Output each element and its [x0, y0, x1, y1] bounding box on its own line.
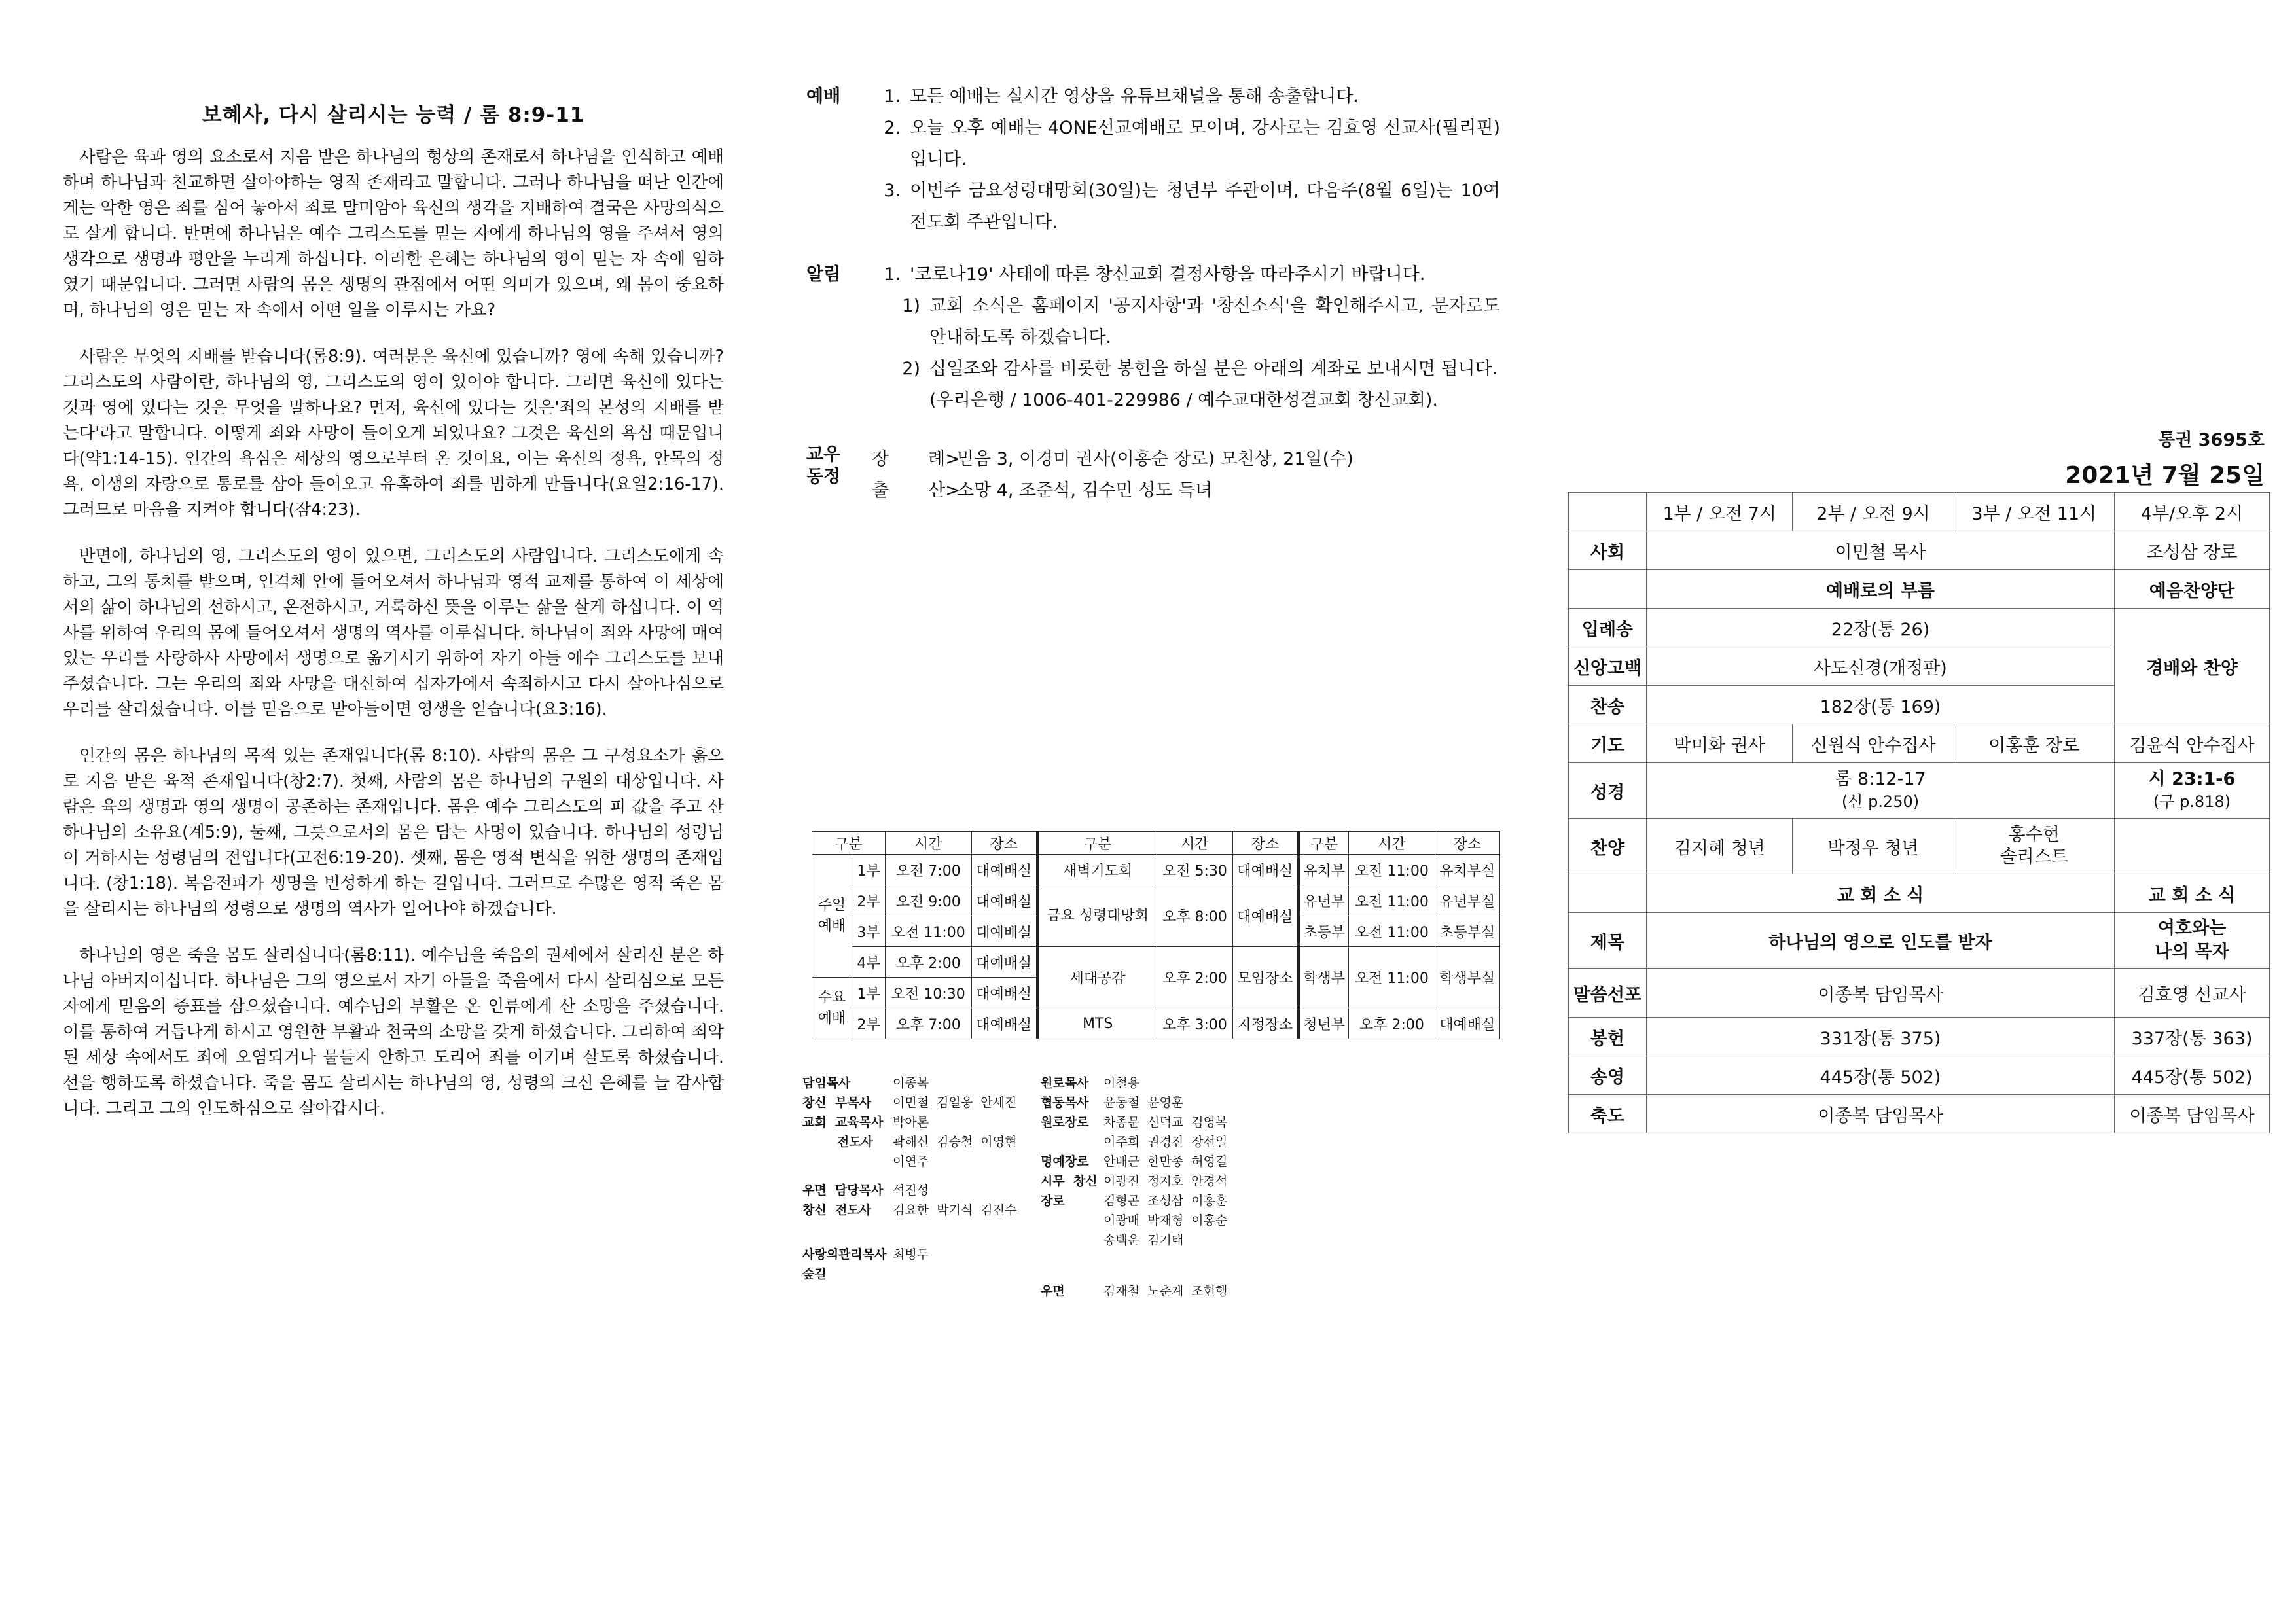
bulletin-date: 2021년 7월 25일 — [2065, 462, 2265, 489]
news-heading: 알림 — [806, 264, 841, 285]
staff-row: 전도사 곽해신 김승철 이영현 — [802, 1135, 1017, 1149]
worship-schedule-table — [812, 831, 1500, 1039]
table-row: 봉헌 331장(통 375) 337장(통 363) — [1569, 1018, 2270, 1056]
table-row: 2부 오전 9:00 대예배실 금요 성령대망회 오후 8:00 대예배실 유년부 오전 11:00 유년부실 — [812, 885, 1500, 916]
table-header: 구분 시간 장소 구분 시간 장소 구분 시간 장소 — [812, 832, 1500, 855]
staff-row: 교회 교육목사 박아론 — [802, 1115, 929, 1130]
table-row: 3부 오전 11:00 대예배실 초등부 오전 11:00 초등부실 — [812, 916, 1500, 947]
staff-row: 이광배 박재형 이홍순 — [1103, 1213, 1228, 1228]
staff-row: 송백운 김기태 — [1103, 1233, 1184, 1247]
staff-row: 장로 김형곤 조성삼 이홍훈 — [1041, 1194, 1228, 1208]
worship-notices — [806, 81, 1500, 238]
table-row: 기도 박미화 권사 신원식 안수집사 이홍훈 장로 김윤식 안수집사 — [1569, 724, 2270, 763]
table-row: 성경 롬 8:12-17 (신 p.250) 시 23:1-6 (구 p.818) — [1569, 763, 2270, 819]
table-row: 주일 예배 1부 오전 7:00 대예배실 새벽기도회 오전 5:30 대예배실 유치부 오전 11:00 유치부실 — [812, 855, 1500, 885]
table-row: 4부 오후 2:00 대예배실 세대공감 오후 2:00 모임장소 학생부 오전 11:00 학생부실 — [812, 947, 1500, 978]
sermon-title: 보혜사, 다시 살리시는 능력 / 롬 8:9-11 — [202, 103, 585, 127]
staff-row: 협동목사 윤동철 윤영훈 — [1041, 1096, 1184, 1110]
notice-item: 2. 오늘 오후 예배는 4ONE선교예배로 모이며, 강사로는 김효영 선교사(필리핀)입니다. — [884, 118, 1500, 169]
table-row: 찬양 김지혜 청년 박정우 청년 홍수현 솔리스트 — [1569, 819, 2270, 874]
staff-row: 명예장로 안배근 한만종 허영길 — [1041, 1154, 1228, 1169]
sermon-paragraph: 사람은 육과 영의 요소로서 지음 받은 하나님의 형상의 존재로서 하나님을 인식하고 예배하며 하나님과 친교하면 살아야하는 영적 존재라고 말합니다. 그러나 하나님을 떠난 인간에게는 악한 영은 죄를 심어 놓아서 죄로 말미암아 육신의 생각을 지배하여 결국은 사망의식으로 살게 합니다. 반면에 하나님은 예수 그리스도를 믿는 자에게 하나님의 영을 주셔서 영의 생각으로 생명과 평안을 누리게 하십니다. 이러한 은혜는 하나님의 영이 믿는 자 속에 임하였기 때문입니다. 그러면 사람의 몸은 생명의 관점에서 어떤 의미가 있으며, 왜 몸이 중요하며, 하나님의 영은 믿는 자 속에서 어떤 일을 이루시는 가요? — [63, 147, 724, 320]
sermon-paragraph: 사람은 무엇의 지배를 받습니다(롬8:9). 여러분은 육신에 있습니까? 영에 속해 있습니까? 그리스도의 사람이란, 하나님의 영, 그리스도의 영이 있어야 합니다. 그러면 육신에 있다는 것과 영에 있다는 것은 무엇을 말하나요? 먼저, 육신에 있다는 것은'죄의 본성의 지배를 받는다'라고 말합니다. 어떻게 죄와 사망이 들어오게 되었나요? 그것은 육신의 욕심 때문입니다(약1:14-15). 인간의 욕심은 세상의 영으로부터 온 것이요, 이는 육신의 정욕, 안목의 정욕, 이생의 자랑으로 통로를 삼아 들어오고 유혹하여 죄를 범하게 만듭니다(요일2:16-17). 그러므로 마음을 지켜야 합니다(잠4:23). — [63, 347, 724, 520]
staff-row: 우면 김재철 노춘계 조현행 — [1041, 1284, 1228, 1298]
table-row: 찬송 182장(통 169) — [1569, 686, 2270, 724]
staff-row: 담임목사 이종복 — [802, 1076, 929, 1090]
table-row: 송영 445장(통 502) 445장(통 502) — [1569, 1056, 2270, 1095]
table-row: 예배로의 부름 예음찬양단 — [1569, 570, 2270, 609]
notice-item: 3. 이번주 금요성령대망회(30일)는 청년부 주관이며, 다음주(8월 6일)는 10여전도회 주관입니다. — [884, 181, 1500, 232]
family-item: 출 산> 소망 4, 조준석, 김수민 성도 득녀 — [872, 480, 1213, 501]
issue-number: 통권 3695호 — [2158, 430, 2265, 450]
family-heading: 교우 동정 — [806, 444, 841, 487]
order-of-worship-table — [1568, 492, 2270, 1133]
staff-row: 창신 부목사 이민철 김일웅 안세진 — [802, 1096, 1017, 1110]
general-notices — [806, 259, 1500, 416]
staff-row: 숲길 — [802, 1267, 827, 1281]
notices — [806, 81, 1500, 525]
staff-row: 창신 전도사 김요한 박기식 김진수 — [802, 1203, 1017, 1217]
table-row: 신앙고백 사도신경(개정판) — [1569, 647, 2270, 686]
table-row: 수요 예배 1부 오전 10:30 대예배실 — [812, 978, 1500, 1008]
notice-item: 1. '코로나19' 사태에 따른 창신교회 결정사항을 따라주시기 바랍니다. — [884, 264, 1426, 285]
staff-row: 원로목사 이철용 — [1041, 1076, 1140, 1090]
notice-item: 1. 모든 예배는 실시간 영상을 유튜브채널을 통해 송출합니다. — [884, 86, 1359, 107]
staff-row: 이연주 — [893, 1154, 929, 1169]
table-row: 사회 이민철 목사 조성삼 장로 — [1569, 531, 2270, 570]
table-row: 축도 이종복 담임목사 이종복 담임목사 — [1569, 1095, 2270, 1133]
table-row: 1부 / 오전 7시 2부 / 오전 9시 3부 / 오전 11시 4부/오후 2시 — [1569, 493, 2270, 531]
sermon-paragraph: 하나님의 영은 죽을 몸도 살리십니다(롬8:11). 예수님을 죽음의 권세에서 살리신 분은 하나님 아버지이십니다. 하나님은 그의 영으로서 자기 아들을 죽음에서 다시 살리심으로 모든 자에게 믿음의 증표를 삼으셨습니다. 예수님의 부활은 온 인류에게 산 소망을 주셨습니다. 이를 통하여 거듭나게 하시고 영원한 부활과 천국의 소망을 갖게 하셨습니다. 그리하여 죄악 된 세상 속에서도 죄에 오염되거나 물들지 안하고 도리어 죄를 이기며 살도록 하셨습니다. 선을 행하도록 하셨습니다. 죽을 몸도 살리시는 하나님의 영, 성령의 크신 은혜를 늘 감사합니다. 그리고 그의 인도하심으로 살아갑시다. — [63, 946, 724, 1118]
staff-row: 시무 창신 이광진 정지호 안경석 — [1041, 1174, 1228, 1188]
table-row: 제목 하나님의 영으로 인도를 받자 여호와는 나의 목자 — [1569, 913, 2270, 969]
bank-account: (우리은행 / 1006-401-229986 / 예수교대한성결교회 창신교회). — [929, 390, 1438, 410]
notice-subitem: 1) 교회 소식은 홈페이지 '공지사항'과 '창신소식'을 확인해주시고, 문자로도 안내하도록 하겠습니다. — [902, 296, 1500, 348]
staff-row: 이주희 권경진 장선일 — [1103, 1135, 1228, 1149]
staff-left — [802, 1073, 1051, 1284]
table-row: 입례송 22장(통 26) 경배와 찬양 — [1569, 609, 2270, 647]
sermon-column — [63, 98, 724, 1143]
worship-heading: 예배 — [806, 86, 841, 107]
table-row: 교 회 소 식 교 회 소 식 — [1569, 874, 2270, 913]
notice-subitem: 2) 십일조와 감사를 비롯한 봉헌을 하실 분은 아래의 계좌로 보내시면 됩니다. — [902, 359, 1498, 379]
sermon-paragraph: 반면에, 하나님의 영, 그리스도의 영이 있으면, 그리스도의 사람입니다. 그리스도에게 속하고, 그의 통치를 받으며, 인격체 안에 들어오셔서 하나님과 영적 교제를 통하여 이 세상에서의 삶이 하나님의 선하시고, 온전하시고, 거룩하신 뜻을 이루는 삶을 살게 하십니다. 이 역사를 위하여 우리의 몸에 들어오셔서 생명의 역사를 이루십니다. 하나님이 죄와 사망에 매여 있는 우리를 사랑하사 사망에서 생명으로 옮기시기 위하여 자기 아들 예수 그리스도를 보내주셨습니다. 그는 우리의 죄와 사망을 대신하여 십자가에서 속죄하시고 다시 살아나심으로 우리를 살리셨습니다. 이를 믿음으로 받아들이면 영생을 얻습니다(요3:16). — [63, 546, 725, 719]
staff-row: 원로장로 차종문 신덕교 김영복 — [1041, 1115, 1228, 1130]
family-news — [806, 444, 1500, 507]
table-row: 2부 오후 7:00 대예배실 MTS 오후 3:00 지정장소 청년부 오후 2:00 대예배실 — [812, 1008, 1500, 1039]
staff-right — [1041, 1073, 1257, 1301]
staff-row: 우면 담당목사 석진성 — [802, 1183, 929, 1198]
table-row: 말씀선포 이종복 담임목사 김효영 선교사 — [1569, 969, 2270, 1018]
family-item: 장 례> 믿음 3, 이경미 권사(이홍순 장로) 모친상, 21일(수) — [872, 449, 1354, 469]
sermon-paragraph: 인간의 몸은 하나님의 목적 있는 존재입니다(롬 8:10). 사람의 몸은 그 구성요소가 흙으로 지음 받은 육적 존재입니다(창2:7). 첫째, 사람의 몸은 하나님의 구원의 대상입니다. 사람은 육의 생명과 영의 생명이 공존하는 존재입니다. 몸은 예수 그리스도의 피 값을 주고 산 하나님의 소유요(계5:9), 둘째, 그릇으로서의 몸은 담는 사명이 있습니다. 하나님의 성령님이 거하시는 성령님의 전입니다(고전6:19-20). 셋째, 몸은 영적 변식을 위한 생명의 존재입니다. (창1:18). 복음전파가 생명을 번성하게 하는 길입니다. 그러므로 수많은 영적 죽은 몸을 살리시는 하나님의 성령으로 생명의 역사가 일어나야 하겠습니다. — [63, 746, 724, 919]
staff-row: 사랑의관리목사 최병두 — [802, 1247, 929, 1262]
